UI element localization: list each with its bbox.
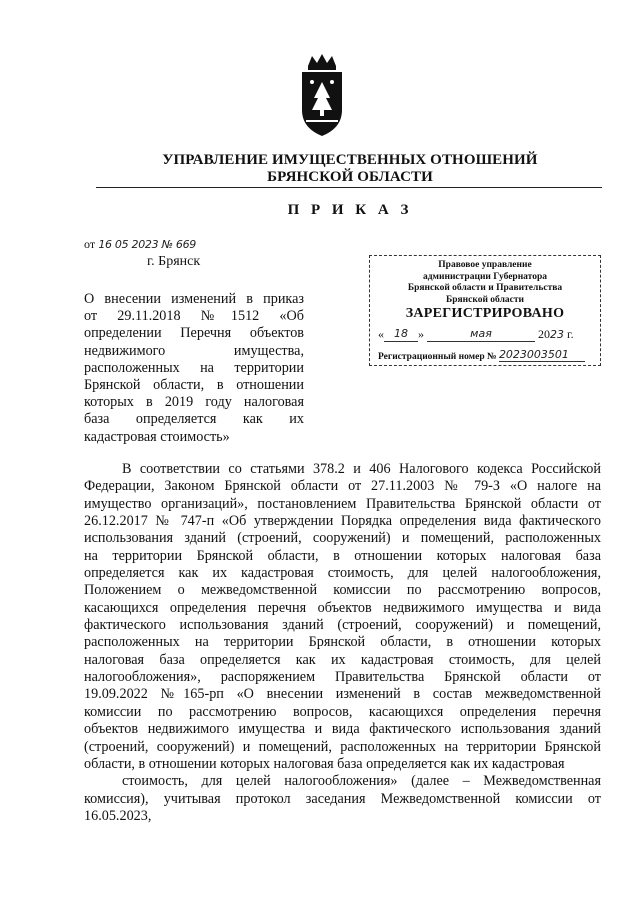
subject-line: кадастровая стоимость» — [84, 428, 230, 445]
registration-stamp — [369, 255, 601, 366]
stamp-line-1: Правовое управление — [438, 260, 532, 270]
body-line: фактического использования зданий (строений, сооружений) и помещений, — [84, 617, 601, 634]
body-line: 26.12.2017 № 747-п «Об утверждении Порядка определения вида фактического — [84, 513, 601, 530]
header-divider — [96, 187, 602, 188]
body-line: налогообложения», распоряжением Правительства Брянской области от — [84, 669, 601, 686]
body-line: В соответствии со статьями 378.2 и 406 Налогового кодекса Российской — [122, 461, 601, 477]
body-line: налоговая база определяется как их кадастровая стоимость, для целей — [84, 651, 601, 668]
stamp-date-line: « 18 » мая 2023 г. — [378, 327, 574, 341]
body-line: стоимость, для целей налогообложения» (далее – Межведомственная — [122, 773, 601, 790]
subject-line: недвижимого имущества, — [84, 342, 304, 359]
subject-line: расположенных на территории — [84, 359, 304, 376]
body-line: имущество организаций», постановлением Правительства Брянской области от — [84, 495, 601, 512]
body-line: 16.05.2023, — [84, 807, 152, 824]
stamp-month: мая — [427, 327, 535, 342]
body-line: касающихся определения перечня объектов недвижимого имущества и вида — [84, 599, 601, 616]
stamp-year-prefix: 20 — [538, 327, 550, 341]
body-line: Положением о межведомственной комиссии по рассмотрению вопросов, — [84, 582, 601, 599]
coat-of-arms-icon — [296, 52, 348, 140]
date-prefix: от — [84, 237, 96, 251]
organization-line-1: УПРАВЛЕНИЕ ИМУЩЕСТВЕННЫХ ОТНОШЕНИЙ — [162, 152, 538, 168]
issue-city: г. Брянск — [147, 254, 201, 269]
body-line: расположенных на территории Брянской области, в отношении которых — [84, 634, 601, 651]
organization-name — [80, 152, 620, 186]
handwritten-date: 16 05 2023 — [98, 238, 159, 251]
document-title: П Р И К А З — [287, 202, 413, 218]
subject-line: которых в 2019 году налоговая — [84, 394, 304, 411]
stamp-authority — [370, 260, 600, 306]
subject-line: база определяется как их — [84, 411, 304, 428]
body-line: 19.09.2022 №165-рп «О внесении изменений в состав межведомственной — [84, 686, 601, 703]
stamp-reg-number: 2023003501 — [499, 348, 585, 362]
stamp-year-unit: г. — [567, 327, 574, 341]
stamp-day: 18 — [384, 327, 418, 342]
body-line: комиссии по рассмотрению вопросов, касающихся определения перечня — [84, 703, 601, 720]
body-line: определяется как их кадастровая стоимость, для целей налогообложения, — [84, 565, 601, 582]
body-line: на территории Брянской области, в отношении которых налоговая база — [84, 547, 601, 564]
issue-date-line — [84, 236, 196, 252]
body-line: использования зданий (строений, сооружений) и помещений, расположенных — [84, 530, 601, 547]
subject-line: Брянской области, в отношении — [84, 377, 304, 394]
body-line: Федерации, Законом Брянской области от 27.11.2003 № 79-З «О налоге на — [84, 478, 601, 495]
subject-line: определении Перечня объектов — [84, 325, 304, 342]
subject-line: от 29.11.2018 №1512 «Об — [84, 308, 304, 325]
order-subject — [84, 291, 304, 446]
stamp-line-3: Брянской области и Правительства — [407, 283, 563, 293]
stamp-reg-label: Регистрационный номер № — [378, 352, 497, 362]
order-body — [84, 461, 601, 825]
body-line: (строений, сооружений) и помещений, расположенных на территории Брянской — [84, 738, 601, 755]
stamp-line-4: Брянской области — [445, 294, 525, 305]
subject-line: О внесении изменений в приказ — [84, 291, 304, 307]
stamp-line-2: администрации Губернатора — [422, 271, 547, 282]
stamp-reg-number-line — [378, 348, 600, 362]
body-line: комиссия), учитывая протокол заседания Межведомственной комиссии от — [84, 790, 601, 807]
stamp-year-suffix: 23 — [550, 328, 564, 341]
stamp-registered-label: ЗАРЕГИСТРИРОВАНО — [405, 306, 565, 321]
body-line: области, в отношении которых налоговая база определяется как их кадастровая — [84, 755, 565, 772]
organization-line-2: БРЯНСКОЙ ОБЛАСТИ — [267, 169, 433, 185]
handwritten-number: № 669 — [161, 238, 197, 251]
body-line: объектов недвижимого имущества и вида фактического использования зданий — [84, 721, 601, 738]
